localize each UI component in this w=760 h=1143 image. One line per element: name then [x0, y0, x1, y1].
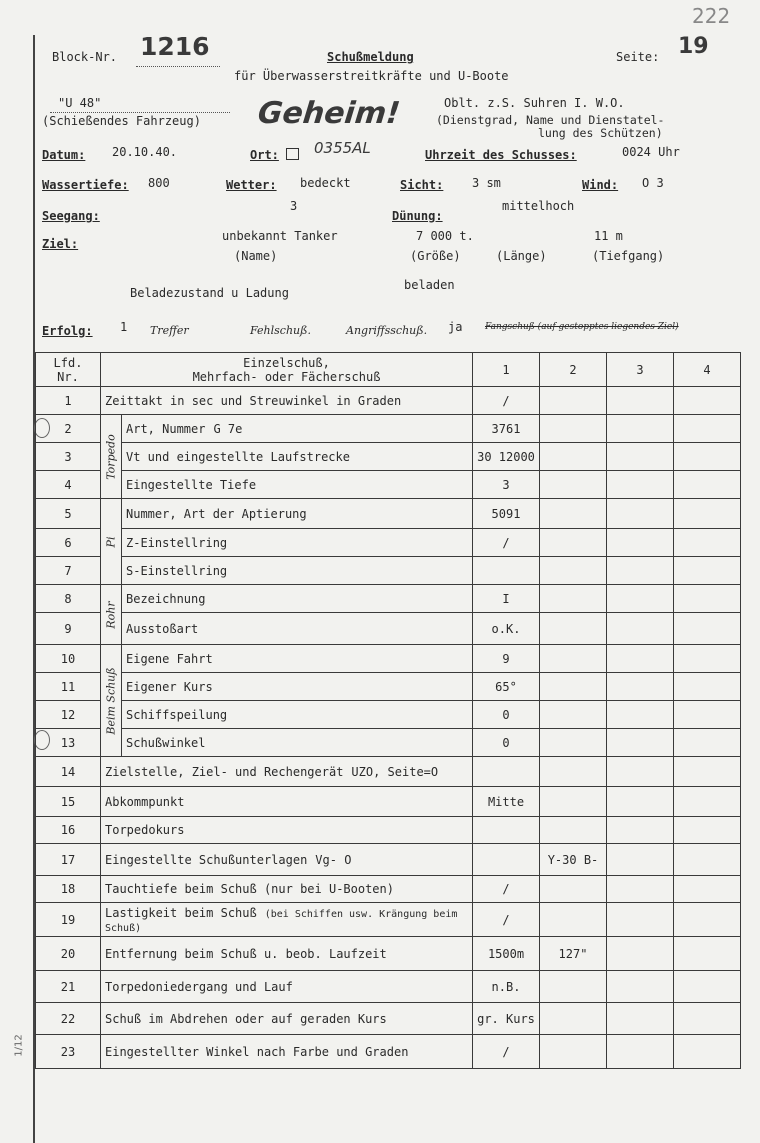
weather-label: Wetter:: [226, 178, 277, 192]
row-note: Vg- O: [315, 852, 352, 867]
value-col-3: [607, 585, 674, 613]
row-label: [122, 673, 473, 701]
swell-label: Dünung:: [392, 209, 443, 223]
row-label-text: Eingestellte Schußunterlagen: [105, 852, 308, 867]
value-col-1: [473, 757, 540, 787]
table-row: [36, 673, 741, 701]
row-label-text: Zeittakt in sec und Streuwinkel in Graden: [105, 393, 402, 408]
row-label-text: Eingestellte Tiefe: [126, 477, 257, 492]
value-col-2: [540, 585, 607, 613]
boat-name: "U 48": [58, 96, 102, 110]
page-number: 19: [678, 34, 709, 59]
wind-value: O 3: [642, 176, 664, 190]
table-row: [36, 971, 741, 1003]
row-label-text: Z-Einstellring: [126, 535, 228, 550]
table-row: [36, 701, 741, 729]
value-col-4: [674, 729, 741, 757]
value-col-2: [540, 971, 607, 1003]
row-number: 1: [36, 387, 101, 415]
value-col-3: [607, 645, 674, 673]
value-col-4: [674, 529, 741, 557]
table-row: [36, 844, 741, 876]
value-col-1: n.B.: [473, 971, 540, 1003]
table-header-row: [36, 353, 741, 387]
row-label-text: Torpedokurs: [105, 823, 185, 837]
row-label: [101, 757, 473, 787]
value-col-1: Mitte: [473, 787, 540, 817]
sea-label: Seegang:: [42, 209, 100, 223]
row-number: 11: [36, 673, 101, 701]
row-label-text: Eingestellter Winkel nach Farbe und Graden: [105, 1044, 409, 1059]
value-col-2: [540, 757, 607, 787]
value-col-4: [674, 1003, 741, 1035]
value-col-1: /: [473, 1035, 540, 1069]
table-row: [36, 1003, 741, 1035]
table-row: [36, 787, 741, 817]
row-label: [122, 645, 473, 673]
value-col-3: [607, 613, 674, 645]
value-col-4: [674, 876, 741, 903]
row-number: 4: [36, 471, 101, 499]
row-label: [122, 443, 473, 471]
target-size: 7 000 t.: [416, 229, 474, 243]
row-label-text: Lastigkeit beim Schuß: [105, 905, 257, 920]
row-label: [101, 1035, 473, 1069]
value-col-4: [674, 1035, 741, 1069]
header-col-1: 1: [473, 353, 540, 387]
header-col-4: 4: [674, 353, 741, 387]
value-col-3: [607, 387, 674, 415]
table-row: [36, 387, 741, 415]
value-col-3: [607, 817, 674, 844]
value-col-4: [674, 817, 741, 844]
row-label-text: Torpedoniedergang und Lauf: [105, 979, 293, 994]
value-col-3: [607, 557, 674, 585]
row-number: 17: [36, 844, 101, 876]
swell-value: mittelhoch: [502, 199, 575, 213]
value-col-3: [607, 471, 674, 499]
value-col-2: [540, 529, 607, 557]
table-row: [36, 1035, 741, 1069]
table-row: [36, 443, 741, 471]
row-label: [122, 499, 473, 529]
row-number: 20: [36, 937, 101, 971]
page-label: Seite:: [616, 50, 660, 64]
value-col-4: [674, 903, 741, 937]
value-col-1: 3761: [473, 415, 540, 443]
value-col-2: [540, 415, 607, 443]
group-label-text: Rohr: [104, 600, 118, 629]
value-col-3: [607, 415, 674, 443]
row-label: [122, 415, 473, 443]
value-col-4: [674, 844, 741, 876]
table-row: [36, 471, 741, 499]
target-label: Ziel:: [42, 237, 79, 251]
value-col-3: [607, 876, 674, 903]
caption-name: (Name): [234, 249, 278, 263]
table-row: [36, 903, 741, 937]
group-label-torpedo: [101, 415, 122, 499]
header-col-3: 3: [607, 353, 674, 387]
group-label-text: Torpedo: [104, 433, 118, 480]
value-col-2: 127": [540, 937, 607, 971]
row-label: [101, 876, 473, 903]
row-label: [101, 903, 473, 937]
row-number: 23: [36, 1035, 101, 1069]
time-label: Uhrzeit des Schusses:: [425, 148, 577, 162]
row-number: 10: [36, 645, 101, 673]
row-number: 2: [36, 415, 101, 443]
row-label-text: Eigener Kurs: [126, 679, 213, 694]
table-row: [36, 645, 741, 673]
row-number: 6: [36, 529, 101, 557]
officer-caption-line1: (Dienstgrad, Name und Dienstatel-: [436, 113, 665, 127]
value-col-1: /: [473, 876, 540, 903]
row-label-text: Abkommpunkt: [105, 794, 185, 809]
value-col-1: 1500m: [473, 937, 540, 971]
table-row: [36, 529, 741, 557]
row-label-text: Tauchtiefe beim Schuß (nur bei U-Booten): [105, 882, 394, 896]
value-col-3: [607, 1003, 674, 1035]
value-col-1: 5091: [473, 499, 540, 529]
value-col-2: [540, 645, 607, 673]
value-col-2: [540, 1003, 607, 1035]
value-col-3: [607, 937, 674, 971]
table-row: [36, 415, 741, 443]
value-col-1: 0: [473, 729, 540, 757]
table-row: [36, 729, 741, 757]
value-col-3: [607, 787, 674, 817]
table-row: [36, 499, 741, 529]
value-col-2: [540, 701, 607, 729]
value-col-3: [607, 729, 674, 757]
value-col-2: [540, 673, 607, 701]
success-label: Erfolg:: [42, 324, 93, 338]
row-number: 7: [36, 557, 101, 585]
value-col-1: /: [473, 387, 540, 415]
value-col-4: [674, 415, 741, 443]
value-col-3: [607, 673, 674, 701]
row-label-text: Entfernung beim Schuß u. beob. Laufzeit: [105, 946, 387, 961]
value-col-4: [674, 701, 741, 729]
caption-length: (Länge): [496, 249, 547, 263]
hits-value: 1: [120, 320, 128, 334]
value-col-1: gr. Kurs: [473, 1003, 540, 1035]
row-label: [101, 937, 473, 971]
weather-value: bedeckt: [300, 176, 351, 190]
attack-label: Angriffsschuß.: [346, 324, 428, 337]
row-label-text: Vt und eingestellte Laufstrecke: [126, 449, 350, 464]
block-label: Block-Nr.: [52, 50, 118, 64]
row-number: 15: [36, 787, 101, 817]
row-number: 16: [36, 817, 101, 844]
officer-name: Oblt. z.S. Suhren I. W.O.: [444, 96, 625, 110]
row-label: [122, 613, 473, 645]
value-col-3: [607, 499, 674, 529]
place-label: Ort:: [250, 148, 279, 162]
block-number: 1216: [140, 32, 210, 61]
value-col-3: [607, 844, 674, 876]
form-title: Schußmeldung: [327, 50, 414, 64]
group-label-rohr: [101, 585, 122, 645]
group-label-pi: [101, 499, 122, 585]
header-nr: Lfd. Nr.: [36, 353, 101, 387]
caption-size: (Größe): [410, 249, 461, 263]
table-row: [36, 557, 741, 585]
row-number: 21: [36, 971, 101, 1003]
table-row: [36, 817, 741, 844]
value-col-3: [607, 903, 674, 937]
value-col-4: [674, 787, 741, 817]
caption-draught: (Tiefgang): [592, 249, 665, 263]
row-label-text: Bezeichnung: [126, 591, 206, 606]
row-note: UZO, Seite=O: [351, 764, 439, 779]
group-label-text: Pi: [104, 536, 118, 547]
sea-value: 3: [290, 199, 298, 213]
value-col-1: 30 12000: [473, 443, 540, 471]
value-col-2: [540, 817, 607, 844]
attack-value: ja: [448, 320, 463, 334]
value-col-2: [540, 471, 607, 499]
row-label-text: Zielstelle, Ziel- und Rechengerät: [105, 764, 344, 779]
row-number: 22: [36, 1003, 101, 1035]
value-col-4: [674, 673, 741, 701]
target-draught: 11 m: [594, 229, 623, 243]
sight-value: 3 sm: [472, 176, 501, 190]
margin-mark: 1/12: [13, 1034, 25, 1057]
row-label-text: Ausstoßart: [126, 621, 199, 636]
value-col-1: 9: [473, 645, 540, 673]
value-col-3: [607, 971, 674, 1003]
row-label: [101, 387, 473, 415]
value-col-2: Y-30 B-: [540, 844, 607, 876]
boat-caption: (Schießendes Fahrzeug): [42, 114, 201, 128]
row-label: [101, 817, 473, 844]
table-row: [36, 937, 741, 971]
row-label: [122, 557, 473, 585]
row-label-text: Art, Nummer: [126, 421, 206, 436]
value-col-1: 65°: [473, 673, 540, 701]
value-col-2: [540, 499, 607, 529]
row-label: [122, 585, 473, 613]
row-note: (bei Schiffen usw. Krängung beim Schuß): [105, 908, 458, 934]
miss-label: Fehlschuß.: [250, 324, 311, 337]
value-col-1: 0: [473, 701, 540, 729]
row-label: [101, 844, 473, 876]
value-col-4: [674, 443, 741, 471]
row-number: 14: [36, 757, 101, 787]
value-col-3: [607, 757, 674, 787]
row-label: [101, 971, 473, 1003]
value-col-1: [473, 557, 540, 585]
value-col-1: I: [473, 585, 540, 613]
corner-mark: 222: [692, 4, 731, 28]
depth-value: 800: [148, 176, 170, 190]
header-col-2: 2: [540, 353, 607, 387]
row-number: 18: [36, 876, 101, 903]
value-col-4: [674, 387, 741, 415]
value-col-2: [540, 443, 607, 471]
row-label: [122, 729, 473, 757]
value-col-3: [607, 443, 674, 471]
depth-label: Wassertiefe:: [42, 178, 129, 192]
value-col-1: /: [473, 903, 540, 937]
value-col-2: [540, 787, 607, 817]
row-note: G 7e: [213, 421, 243, 436]
header-desc-line1: Einzelschuß,: [243, 355, 330, 370]
row-label-text: Schußwinkel: [126, 735, 206, 750]
row-label: [101, 1003, 473, 1035]
value-col-3: [607, 701, 674, 729]
value-col-4: [674, 971, 741, 1003]
table-body: [36, 387, 741, 1069]
row-number: 12: [36, 701, 101, 729]
table-row: [36, 757, 741, 787]
row-label-text: Schuß im Abdrehen oder auf geraden Kurs: [105, 1011, 387, 1026]
value-col-2: [540, 613, 607, 645]
value-col-1: [473, 844, 540, 876]
date-value: 20.10.40.: [112, 145, 178, 159]
value-col-2: [540, 903, 607, 937]
row-label-text: Nummer, Art der Aptierung: [126, 506, 307, 521]
value-col-2: [540, 1035, 607, 1069]
value-col-3: [607, 529, 674, 557]
row-number: 5: [36, 499, 101, 529]
row-number: 3: [36, 443, 101, 471]
value-col-4: [674, 557, 741, 585]
value-col-2: [540, 557, 607, 585]
value-col-4: [674, 613, 741, 645]
catch-label: Fangschuß (auf gestopptes liegendes Ziel): [485, 322, 679, 332]
table-row: [36, 613, 741, 645]
value-col-4: [674, 757, 741, 787]
value-col-4: [674, 937, 741, 971]
row-label-text: Eigene Fahrt: [126, 651, 213, 666]
value-col-4: [674, 645, 741, 673]
value-col-3: [607, 1035, 674, 1069]
value-col-1: o.K.: [473, 613, 540, 645]
value-col-1: [473, 817, 540, 844]
sight-label: Sicht:: [400, 178, 444, 192]
value-col-4: [674, 471, 741, 499]
place-value: 0355AL: [314, 139, 371, 157]
group-label-beim_schuss: [101, 645, 122, 757]
hits-label: Treffer: [150, 324, 189, 337]
row-number: 8: [36, 585, 101, 613]
officer-caption-line2: lung des Schützen): [538, 126, 663, 140]
header-desc-line2: Mehrfach- oder Fächerschuß: [192, 369, 381, 384]
grid-square-icon: [286, 148, 299, 160]
table-row: [36, 585, 741, 613]
secret-stamp: Geheim!: [256, 96, 402, 131]
wind-label: Wind:: [582, 178, 619, 192]
load-label: Beladezustand u Ladung: [130, 286, 289, 300]
row-label: [122, 529, 473, 557]
value-col-2: [540, 729, 607, 757]
time-value: 0024 Uhr: [622, 145, 680, 159]
shot-report-table: [35, 352, 741, 1069]
target-name: unbekannt Tanker: [222, 229, 338, 243]
row-label: [101, 787, 473, 817]
value-col-4: [674, 585, 741, 613]
form-subtitle: für Überwasserstreitkräfte und U-Boote: [234, 69, 509, 83]
value-col-2: [540, 387, 607, 415]
value-col-1: /: [473, 529, 540, 557]
value-col-4: [674, 499, 741, 529]
value-col-1: 3: [473, 471, 540, 499]
value-col-2: [540, 876, 607, 903]
header-desc: [101, 353, 473, 387]
load-value: beladen: [404, 278, 455, 292]
row-label-text: Schiffspeilung: [126, 707, 228, 722]
row-label: [122, 701, 473, 729]
date-label: Datum:: [42, 148, 86, 162]
group-label-text: Beim Schuß: [104, 666, 118, 735]
row-label-text: S-Einstellring: [126, 563, 228, 578]
row-number: 19: [36, 903, 101, 937]
row-number: 13: [36, 729, 101, 757]
table-row: [36, 876, 741, 903]
row-number: 9: [36, 613, 101, 645]
row-label: [122, 471, 473, 499]
